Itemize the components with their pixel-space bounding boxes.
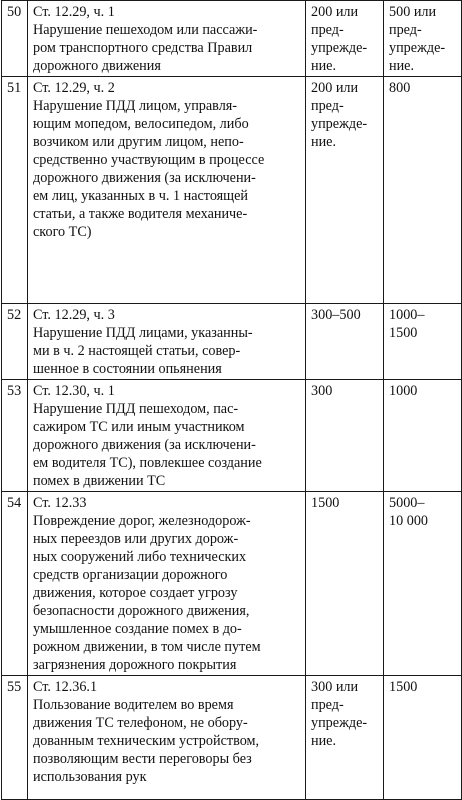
fine-max-text: 1500	[389, 679, 418, 695]
violation-description-line: использования рук	[33, 769, 147, 785]
violation-description-line: Повреждение дорог, железнодорож-	[33, 513, 251, 529]
violation-description-line: статьи, а также водителя механиче-	[33, 206, 248, 222]
fine-max-text: 800	[389, 80, 411, 96]
fine-min-cell	[306, 380, 384, 492]
row-number-cell	[2, 77, 28, 304]
table-row	[2, 304, 462, 380]
violation-description-line: дорожного движения (за исключени-	[33, 170, 256, 186]
violation-description-line: безопасности дорожного движения,	[33, 603, 250, 619]
violation-description-line: средственно участвующим в процессе	[33, 152, 265, 168]
fine-min-cell	[306, 77, 384, 304]
violation-description-line: умышленное создание помех в до-	[33, 621, 242, 637]
row-number-cell	[2, 1, 28, 77]
violation-description-line: дорожного движения (за исключени-	[33, 437, 256, 453]
fines-table	[1, 0, 462, 800]
violation-description-line: ющим мопедом, велосипедом, либо	[33, 116, 249, 132]
violation-description-line: рожном движении, в том числе путем	[33, 639, 261, 655]
fine-max-text: упрежде-	[389, 40, 446, 56]
fine-min-text: упрежде-	[311, 40, 368, 56]
row-number: 53	[7, 383, 22, 399]
row-number: 50	[7, 4, 22, 20]
violation-description-line: ского ТС)	[33, 224, 92, 240]
article-reference: Ст. 12.29, ч. 2	[33, 80, 115, 96]
violation-description-line: ных переездов или других дорож-	[33, 531, 239, 547]
row-number-cell	[2, 380, 28, 492]
fine-min-text: ние.	[311, 733, 337, 749]
fine-max-text: 1000–	[389, 307, 425, 323]
fine-max-text: 500 или	[389, 4, 437, 20]
fine-min-text: 300	[311, 383, 333, 399]
fine-min-text: 300 или	[311, 679, 359, 695]
row-number-cell	[2, 492, 28, 676]
fine-min-text: упрежде-	[311, 116, 368, 132]
violation-cell	[28, 380, 306, 492]
violation-description-line: Нарушение пешеходом или пассажи-	[33, 22, 258, 38]
violation-description-line: средств организации дорожного	[33, 567, 228, 583]
row-number: 51	[7, 80, 22, 96]
violation-description-line: сажиром ТС или иным участником	[33, 419, 245, 435]
violation-description-line: ми в ч. 2 настоящей статьи, совер-	[33, 343, 241, 359]
violation-description-line: Нарушение ПДД лицом, управля-	[33, 98, 238, 114]
fine-max-text: ние.	[389, 58, 415, 74]
fines-table-body	[2, 1, 462, 800]
violation-description-line: ем водителя ТС), повлекшее создание	[33, 455, 262, 471]
row-number: 52	[7, 307, 22, 323]
table-row	[2, 1, 462, 77]
violation-description-line: Пользование водителем во время	[33, 697, 234, 713]
fine-max-text: 1500	[389, 325, 418, 341]
table-row	[2, 492, 462, 676]
fine-min-text: 200 или	[311, 80, 359, 96]
fine-min-text: пред-	[311, 98, 344, 114]
fine-max-cell	[384, 492, 462, 676]
fine-min-cell	[306, 1, 384, 77]
article-reference: Ст. 12.36.1	[33, 679, 98, 695]
fine-min-text: 200 или	[311, 4, 359, 20]
fine-min-text: упрежде-	[311, 715, 368, 731]
article-reference: Ст. 12.29, ч. 3	[33, 307, 115, 323]
violation-description-line: ных сооружений либо технических	[33, 549, 247, 565]
violation-description-line: шенное в состоянии опьянения	[33, 361, 222, 377]
violation-description-line: ром транспортного средства Правил	[33, 40, 253, 56]
fine-max-text: 1000	[389, 383, 418, 399]
fine-min-cell	[306, 304, 384, 380]
violation-description-line: возчиком или другим лицом, непо-	[33, 134, 244, 150]
table-row	[2, 77, 462, 304]
fine-max-text: 10 000	[389, 513, 429, 529]
violation-description-line: Нарушение ПДД лицами, указанны-	[33, 325, 253, 341]
violation-description-line: Нарушение ПДД пешеходом, пас-	[33, 401, 239, 417]
fine-max-cell	[384, 77, 462, 304]
fine-min-text: ние.	[311, 134, 337, 150]
fine-min-text: пред-	[311, 697, 344, 713]
violation-cell	[28, 676, 306, 800]
fine-max-text: пред-	[389, 22, 422, 38]
row-number-cell	[2, 676, 28, 800]
fine-min-text: 300–500	[311, 307, 361, 323]
violation-description-line: позволяющим вести переговоры без	[33, 751, 252, 767]
article-reference: Ст. 12.33	[33, 495, 87, 511]
row-number: 55	[7, 679, 22, 695]
table-row	[2, 380, 462, 492]
violation-description-line: помех в движении ТС	[33, 473, 166, 489]
fine-max-cell	[384, 676, 462, 800]
article-reference: Ст. 12.29, ч. 1	[33, 4, 115, 20]
violation-description-line: дорожного движения	[33, 58, 161, 74]
fine-min-cell	[306, 676, 384, 800]
table-row	[2, 676, 462, 800]
fine-min-cell	[306, 492, 384, 676]
fine-min-text: 1500	[311, 495, 340, 511]
violation-cell	[28, 77, 306, 304]
fine-max-text: 5000–	[389, 495, 425, 511]
fine-min-text: пред-	[311, 22, 344, 38]
violation-description-line: загрязнения дорожного покрытия	[33, 657, 237, 673]
row-number: 54	[7, 495, 22, 511]
fine-max-cell	[384, 304, 462, 380]
fine-max-cell	[384, 1, 462, 77]
violation-cell	[28, 304, 306, 380]
violation-description-line: движения, которое создает угрозу	[33, 585, 238, 601]
violation-description-line: движения ТС телефоном, не обору-	[33, 715, 248, 731]
violation-cell	[28, 1, 306, 77]
violation-cell	[28, 492, 306, 676]
fine-max-cell	[384, 380, 462, 492]
fine-min-text: ние.	[311, 58, 337, 74]
violation-description-line: дованным техническим устройством,	[33, 733, 260, 749]
article-reference: Ст. 12.30, ч. 1	[33, 383, 115, 399]
violation-description-line: ем лиц, указанных в ч. 1 настоящей	[33, 188, 248, 204]
row-number-cell	[2, 304, 28, 380]
